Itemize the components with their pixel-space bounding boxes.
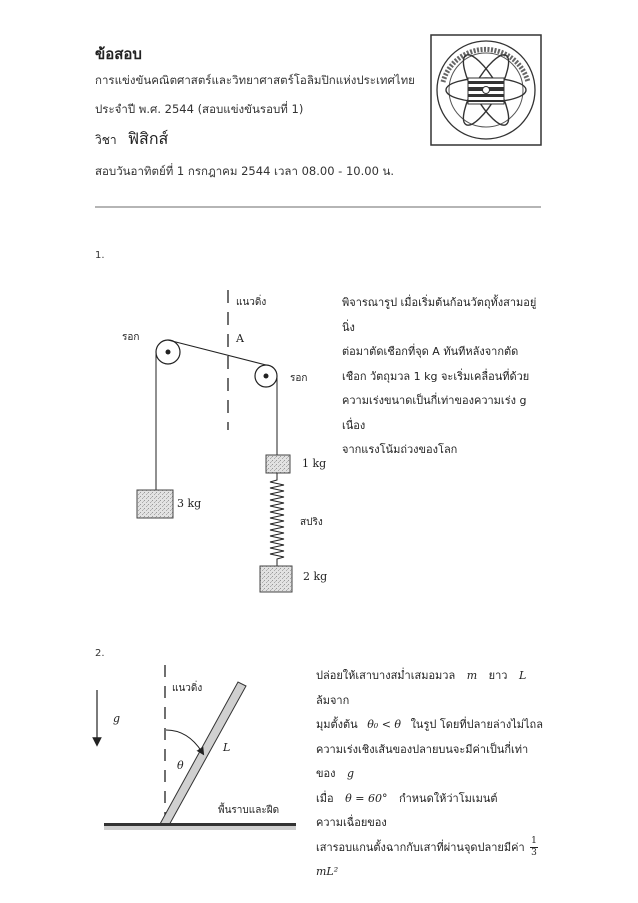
q2-fraction-numerator: 1: [531, 836, 537, 846]
q2-theta-label: θ: [177, 759, 184, 772]
q1-mass-3kg-label: 3 kg: [177, 497, 202, 510]
q1-text-line: จากแรงโน้มถ่วงของโลก: [342, 443, 458, 456]
q2-text-line-1: [316, 664, 546, 713]
q2-text-fragment: กำหนดให้ว่าโมเมนต์ความเฉื่อยของ: [316, 791, 498, 829]
competition-name: การแข่งขันคณิตศาสตร์และวิทยาศาสตร์โอลิมปิกแห่งประเทศไทย: [95, 73, 415, 87]
q2-vertical-label: แนวดิ่ง: [172, 683, 203, 694]
q2-text-line-4: [316, 787, 546, 836]
subject-name: ฟิสิกส์: [127, 129, 169, 148]
q2-fraction-denominator: 3: [531, 848, 537, 858]
q2-text-line-5: [316, 836, 546, 885]
q2-text-fragment: ความเร่งเชิงเส้นของปลายบนจะมีค่าเป็นกี่เท่าของ: [316, 742, 529, 780]
q1-right-pulley-label: รอก: [290, 373, 308, 384]
q1-text-line: เชือก วัตถุมวล 1 kg จะเริ่มเคลื่อนที่ด้วย: [342, 369, 530, 383]
q2-number: 2.: [95, 648, 105, 659]
q2-floor-label: พื้นราบและฝืด: [218, 805, 280, 816]
q2-text-fragment: ปล่อยให้เสาบางสม่ำเสมอมวล: [316, 669, 456, 682]
q2-text-fragment: ยาว: [488, 669, 508, 682]
q2-text-fragment: ล้มจาก: [316, 693, 350, 707]
q1-number: 1.: [95, 250, 105, 261]
q2-fraction: [530, 836, 538, 859]
floor-hatch: [104, 826, 296, 830]
q2-question-text: [316, 664, 546, 885]
q2-angle-expr: θ = 60°: [345, 791, 388, 805]
q1-mass-1kg-label: 1 kg: [302, 457, 327, 470]
q1-text-line: ต่อมาตัดเชือกที่จุด A ทันทีหลังจากตัด: [342, 345, 519, 358]
exam-date: สอบวันอาทิตย์ที่ 1 กรกฎาคม 2544 เวลา 08.00 - 10.00 น.: [95, 164, 395, 178]
q2-g-symbol: g: [347, 767, 355, 780]
q2-g-label: g: [113, 712, 121, 725]
q2-text-fragment: มุมตั้งต้น: [316, 718, 358, 731]
document-title: ข้อสอบ: [95, 45, 142, 63]
q2-inertia-expr: mL²: [316, 865, 339, 878]
q2-text-fragment: ในรูป โดยที่ปลายล่างไม่ไถล: [410, 718, 543, 731]
q2-length-symbol: L: [518, 669, 527, 682]
q2-mass-symbol: m: [466, 669, 478, 682]
q1-spring-label: สปริง: [300, 517, 323, 528]
floor-line: [104, 823, 296, 826]
q2-text-fragment: เสารอบแกนตั้งฉากกับเสาที่ผ่านจุดปลายมีค่า: [316, 840, 525, 854]
subject-prefix: วิชา: [95, 133, 117, 147]
q1-vertical-label: แนวดิ่ง: [236, 297, 267, 308]
competition-year: ประจำปี พ.ศ. 2544 (สอบแข่งขันรอบที่ 1): [95, 102, 304, 116]
q1-text-line: ความเร่งขนาดเป็นกี่เท่าของความเร่ง g เนื่อง: [342, 394, 527, 432]
q1-left-pulley-label: รอก: [122, 332, 140, 343]
q2-initial-angle-expr: θ₀ < θ: [367, 718, 402, 731]
q1-text-line: พิจารณารูป เมื่อเริ่มต้นก้อนวัตถุทั้งสามอยู่นิ่ง: [342, 296, 537, 334]
q2-text-fragment: เมื่อ: [316, 791, 334, 805]
q2-text-line-2: [316, 713, 546, 738]
angle-arc: [166, 730, 202, 752]
q2-length-label: L: [223, 741, 231, 754]
q1-point-a-label: A: [236, 332, 244, 345]
q1-mass-2kg-label: 2 kg: [303, 570, 328, 583]
q2-text-line-3: [316, 738, 546, 787]
